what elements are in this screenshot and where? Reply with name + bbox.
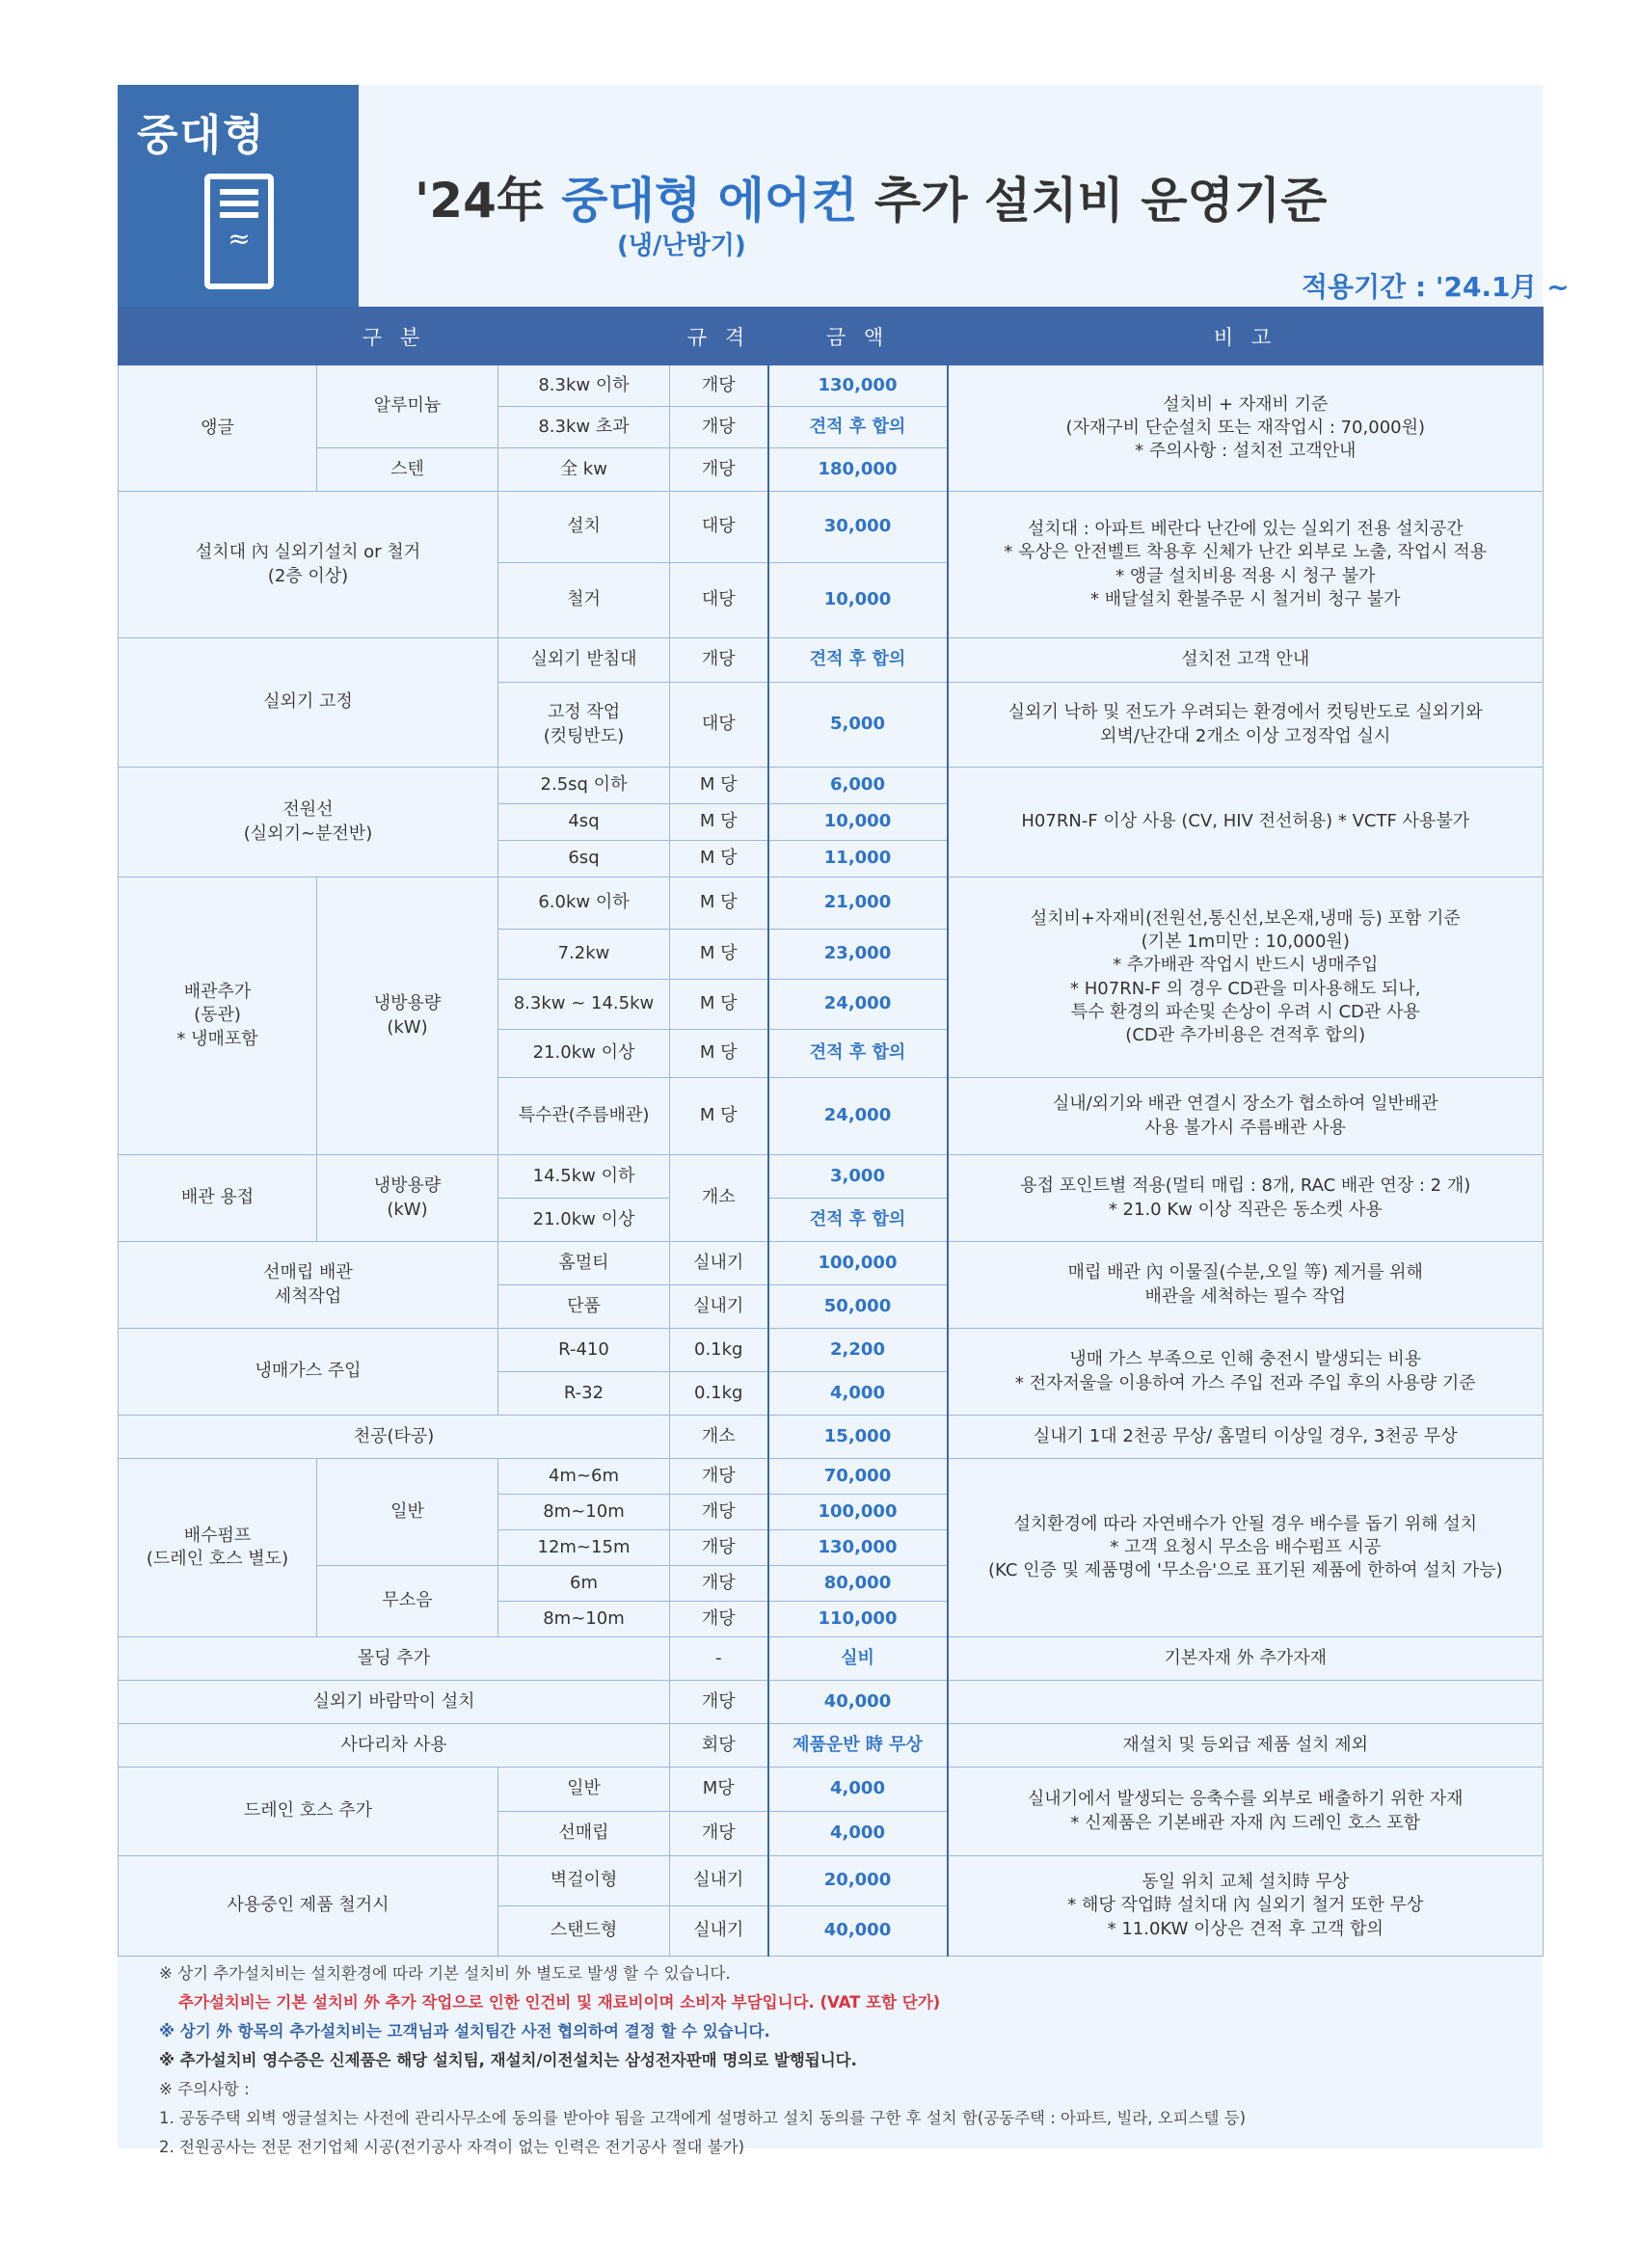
spec-cell: 4sq (498, 804, 670, 841)
row-sublabel: 스텐 (317, 448, 498, 492)
table-row (119, 1459, 1544, 1495)
unit-cell: 개당 (670, 638, 768, 683)
amount-cell: 40,000 (768, 1681, 948, 1724)
spec-cell: 특수관(주름배관) (498, 1078, 670, 1155)
spec-cell: R-32 (498, 1372, 670, 1416)
amount-cell: 견적 후 합의 (768, 638, 948, 683)
unit-cell: 개당 (670, 1681, 768, 1724)
spec-cell: 14.5kw 이하 (498, 1155, 670, 1199)
footnotes (159, 1959, 1528, 2162)
page-title: '24年 중대형 에어컨 추가 설치비 운영기준 (415, 173, 1328, 229)
table-row (119, 492, 1544, 563)
badge-label: 중대형 (137, 111, 266, 160)
unit-cell: M 당 (670, 878, 768, 930)
fee-table (118, 307, 1544, 1957)
unit-cell: 회당 (670, 1724, 768, 1768)
note-cell: 재설치 및 등외급 제품 설치 제외 (948, 1724, 1544, 1768)
unit-cell: 개소 (670, 1416, 768, 1459)
row-label: 천공(타공) (119, 1416, 670, 1459)
table-row (119, 1416, 1544, 1459)
amount-cell: 24,000 (768, 980, 948, 1030)
unit-cell: 개당 (670, 1566, 768, 1602)
header-unit: 규 격 (670, 308, 768, 365)
amount-cell: 견적 후 합의 (768, 1030, 948, 1078)
footnote: ※ 주의사항 : (159, 2080, 250, 2098)
spec-cell: 8.3kw 초과 (498, 407, 670, 448)
amount-cell: 80,000 (768, 1566, 948, 1602)
amount-cell: 15,000 (768, 1416, 948, 1459)
row-label: 사용중인 제품 철거시 (119, 1856, 498, 1957)
table-row (119, 1724, 1544, 1768)
table-row (119, 1681, 1544, 1724)
amount-cell: 3,000 (768, 1155, 948, 1199)
unit-cell: 대당 (670, 683, 768, 768)
unit-cell: 실내기 (670, 1285, 768, 1329)
spec-cell: 홈멀티 (498, 1242, 670, 1285)
unit-cell: 개당 (670, 1530, 768, 1566)
category-badge (118, 85, 359, 313)
note-cell: H07RN-F 이상 사용 (CV, HIV 전선허용) * VCTF 사용불가 (948, 768, 1544, 878)
note-cell: 설치비 + 자재비 기준 (자재구비 단순설치 또는 재작업시 : 70,000원) * 주의사항 : 설치전 고객안내 (948, 365, 1544, 492)
header-category: 구 분 (119, 308, 670, 365)
unit-cell: M당 (670, 1768, 768, 1812)
unit-cell: 0.1kg (670, 1329, 768, 1372)
amount-cell: 10,000 (768, 563, 948, 638)
amount-cell: 110,000 (768, 1602, 948, 1637)
note-cell: 동일 위치 교체 설치時 무상 * 해당 작업時 설치대 內 실외기 철거 또한 무상 * 11.0KW 이상은 견적 후 고객 합의 (948, 1856, 1544, 1957)
row-label: 배관추가 (동관) * 냉매포함 (119, 878, 317, 1155)
unit-cell: M 당 (670, 930, 768, 980)
row-label: 냉매가스 주입 (119, 1329, 498, 1416)
note-cell: 설치전 고객 안내 (948, 638, 1544, 683)
spec-cell: 6m (498, 1566, 670, 1602)
note-cell: 실내기 1대 2천공 무상/ 홈멀티 이상일 경우, 3천공 무상 (948, 1416, 1544, 1459)
unit-cell: 대당 (670, 492, 768, 563)
spec-cell: 21.0kw 이상 (498, 1030, 670, 1078)
table-row (119, 638, 1544, 683)
unit-cell: M 당 (670, 980, 768, 1030)
unit-cell: 실내기 (670, 1242, 768, 1285)
table-row (119, 1329, 1544, 1372)
header-note: 비 고 (948, 308, 1544, 365)
amount-cell: 11,000 (768, 841, 948, 878)
amount-cell: 21,000 (768, 878, 948, 930)
note-cell: 설치대 : 아파트 베란다 난간에 있는 실외기 전용 설치공간 * 옥상은 안전벨트 착용후 신체가 난간 외부로 노출, 작업시 적용 * 앵글 설치비용 적용 시 청구 불가 * 배달설치 환불주문 시 철거비 청구 불가 (948, 492, 1544, 638)
amount-cell: 제품운반 時 무상 (768, 1724, 948, 1768)
row-sublabel: 알루미늄 (317, 365, 498, 448)
note-cell: 설치비+자재비(전원선,통신선,보온재,냉매 등) 포함 기준 (기본 1m미만 : 10,000원) * 추가배관 작업시 반드시 냉매주입 * H07RN-F 의 경우 CD관을 미사용해도 되나, 특수 환경의 파손및 손상이 우려 시 CD관 사용 (CD관 추가비용은 견적후 합의) (948, 878, 1544, 1078)
amount-cell: 100,000 (768, 1242, 948, 1285)
header-amount: 금 액 (768, 308, 948, 365)
unit-cell: 개당 (670, 407, 768, 448)
row-label: 사다리차 사용 (119, 1724, 670, 1768)
spec-cell: 8m~10m (498, 1602, 670, 1637)
amount-cell: 50,000 (768, 1285, 948, 1329)
amount-cell: 4,000 (768, 1372, 948, 1416)
spec-cell: 8m~10m (498, 1495, 670, 1530)
row-label: 배관 용접 (119, 1155, 317, 1242)
row-sublabel: 냉방용량 (kW) (317, 878, 498, 1155)
row-sublabel: 냉방용량 (kW) (317, 1155, 498, 1242)
spec-cell: 6sq (498, 841, 670, 878)
air-conditioner-icon: ≈ (204, 174, 274, 289)
table-row (119, 1856, 1544, 1906)
spec-cell: 2.5sq 이하 (498, 768, 670, 804)
row-label: 드레인 호스 추가 (119, 1768, 498, 1856)
footnote: ※ 상기 外 항목의 추가설치비는 고객님과 설치팀간 사전 협의하여 결정 할 수 있습니다. (159, 2022, 770, 2040)
spec-cell: 12m~15m (498, 1530, 670, 1566)
note-cell: 실내기에서 발생되는 응축수를 외부로 배출하기 위한 자재 * 신제품은 기본배관 자재 內 드레인 호스 포함 (948, 1768, 1544, 1856)
unit-cell: 대당 (670, 563, 768, 638)
amount-cell: 24,000 (768, 1078, 948, 1155)
unit-cell: 개당 (670, 1495, 768, 1530)
note-cell: 용접 포인트별 적용(멀티 매립 : 8개, RAC 배관 연장 : 2 개) * 21.0 Kw 이상 직관은 동소켓 사용 (948, 1155, 1544, 1242)
row-sublabel: 무소음 (317, 1566, 498, 1637)
page-subtitle: (냉/난방기) (617, 231, 746, 260)
unit-cell: M 당 (670, 804, 768, 841)
note-cell: 기본자재 外 추가자재 (948, 1637, 1544, 1681)
application-period: 적용기간 : '24.1月 ~ (1302, 271, 1570, 303)
amount-cell: 30,000 (768, 492, 948, 563)
footnote-vat: 추가설치비는 기본 설치비 外 추가 작업으로 인한 인건비 및 재료비이며 소비자 부담입니다. (VAT 포함 단가) (178, 1993, 941, 2012)
table-row (119, 1637, 1544, 1681)
note-cell: 실내/외기와 배관 연결시 장소가 협소하여 일반배관 사용 불가시 주름배관 사용 (948, 1078, 1544, 1155)
note-cell: 실외기 낙하 및 전도가 우려되는 환경에서 컷팅반도로 실외기와 외벽/난간대 2개소 이상 고정작업 실시 (948, 683, 1544, 768)
amount-cell: 2,200 (768, 1329, 948, 1372)
row-label: 실외기 바람막이 설치 (119, 1681, 670, 1724)
spec-cell: 全 kw (498, 448, 670, 492)
unit-cell: 실내기 (670, 1856, 768, 1906)
spec-cell: 스탠드형 (498, 1906, 670, 1957)
note-cell: 매립 배관 內 이물질(수분,오일 等) 제거를 위해 배관을 세척하는 필수 작업 (948, 1242, 1544, 1329)
note-cell: 냉매 가스 부족으로 인해 충전시 발생되는 비용 * 전자저울을 이용하여 가스 주입 전과 주입 후의 사용량 기준 (948, 1329, 1544, 1416)
footnote: ※ 상기 추가설치비는 설치환경에 따라 기본 설치비 外 별도로 발생 할 수 있습니다. (159, 1964, 731, 1983)
unit-cell: 실내기 (670, 1906, 768, 1957)
spec-cell: 일반 (498, 1768, 670, 1812)
row-label: 설치대 內 실외기설치 or 철거 (2층 이상) (119, 492, 498, 638)
row-label: 실외기 고정 (119, 638, 498, 768)
unit-cell: 개소 (670, 1155, 768, 1242)
spec-cell: 8.3kw 이하 (498, 365, 670, 407)
footnote: 1. 공동주택 외벽 앵글설치는 사전에 관리사무소에 동의를 받아야 됨을 고객에게 설명하고 설치 동의를 구한 후 설치 함(공동주택 : 아파트, 빌라, 오피스텔 등) (159, 2109, 1247, 2127)
table-row (119, 365, 1544, 407)
amount-cell: 실비 (768, 1637, 948, 1681)
unit-cell: M 당 (670, 1078, 768, 1155)
unit-cell: 개당 (670, 448, 768, 492)
amount-cell: 130,000 (768, 1530, 948, 1566)
amount-cell: 130,000 (768, 365, 948, 407)
spec-cell: 고정 작업 (컷팅반도) (498, 683, 670, 768)
unit-cell: 개당 (670, 1459, 768, 1495)
spec-cell: 선매립 (498, 1812, 670, 1856)
amount-cell: 4,000 (768, 1812, 948, 1856)
row-label: 배수펌프 (드레인 호스 별도) (119, 1459, 317, 1637)
spec-cell: 단품 (498, 1285, 670, 1329)
amount-cell: 180,000 (768, 448, 948, 492)
unit-cell: - (670, 1637, 768, 1681)
spec-cell: 4m~6m (498, 1459, 670, 1495)
footnote-receipt: ※ 추가설치비 영수증은 신제품은 해당 설치팀, 재설치/이전설치는 삼성전자판매 명의로 발행됩니다. (159, 2051, 857, 2069)
spec-cell: 8.3kw ~ 14.5kw (498, 980, 670, 1030)
unit-cell: M 당 (670, 841, 768, 878)
spec-cell: 21.0kw 이상 (498, 1199, 670, 1242)
table-row (119, 1242, 1544, 1285)
table-header (119, 308, 1544, 365)
table-row (119, 1155, 1544, 1199)
row-label: 앵글 (119, 365, 317, 492)
amount-cell: 100,000 (768, 1495, 948, 1530)
spec-cell: 7.2kw (498, 930, 670, 980)
unit-cell: 개당 (670, 1602, 768, 1637)
amount-cell: 견적 후 합의 (768, 1199, 948, 1242)
amount-cell: 20,000 (768, 1856, 948, 1906)
unit-cell: 0.1kg (670, 1372, 768, 1416)
row-label: 선매립 배관 세척작업 (119, 1242, 498, 1329)
spec-cell: 실외기 받침대 (498, 638, 670, 683)
table-row (119, 1768, 1544, 1812)
row-label: 몰딩 추가 (119, 1637, 670, 1681)
amount-cell: 23,000 (768, 930, 948, 980)
amount-cell: 견적 후 합의 (768, 407, 948, 448)
table-row (119, 768, 1544, 804)
note-cell (948, 1681, 1544, 1724)
unit-cell: M 당 (670, 1030, 768, 1078)
spec-cell: 6.0kw 이하 (498, 878, 670, 930)
footnote: 2. 전원공사는 전문 전기업체 시공(전기공사 자격이 없는 인력은 전기공사 절대 불가) (159, 2138, 745, 2156)
unit-cell: 개당 (670, 365, 768, 407)
row-sublabel: 일반 (317, 1459, 498, 1566)
spec-cell: R-410 (498, 1329, 670, 1372)
unit-cell: M 당 (670, 768, 768, 804)
unit-cell: 개당 (670, 1812, 768, 1856)
amount-cell: 40,000 (768, 1906, 948, 1957)
amount-cell: 5,000 (768, 683, 948, 768)
amount-cell: 4,000 (768, 1768, 948, 1812)
note-cell: 설치환경에 따라 자연배수가 안될 경우 배수를 돕기 위해 설치 * 고객 요청시 무소음 배수펌프 시공 (KC 인증 및 제품명에 '무소음'으로 표기된 제품에 한하여 설치 가능) (948, 1459, 1544, 1637)
spec-cell: 설치 (498, 492, 670, 563)
amount-cell: 70,000 (768, 1459, 948, 1495)
row-label: 전원선 (실외기~분전반) (119, 768, 498, 878)
table-row (119, 878, 1544, 930)
spec-cell: 벽걸이형 (498, 1856, 670, 1906)
amount-cell: 10,000 (768, 804, 948, 841)
amount-cell: 6,000 (768, 768, 948, 804)
spec-cell: 철거 (498, 563, 670, 638)
